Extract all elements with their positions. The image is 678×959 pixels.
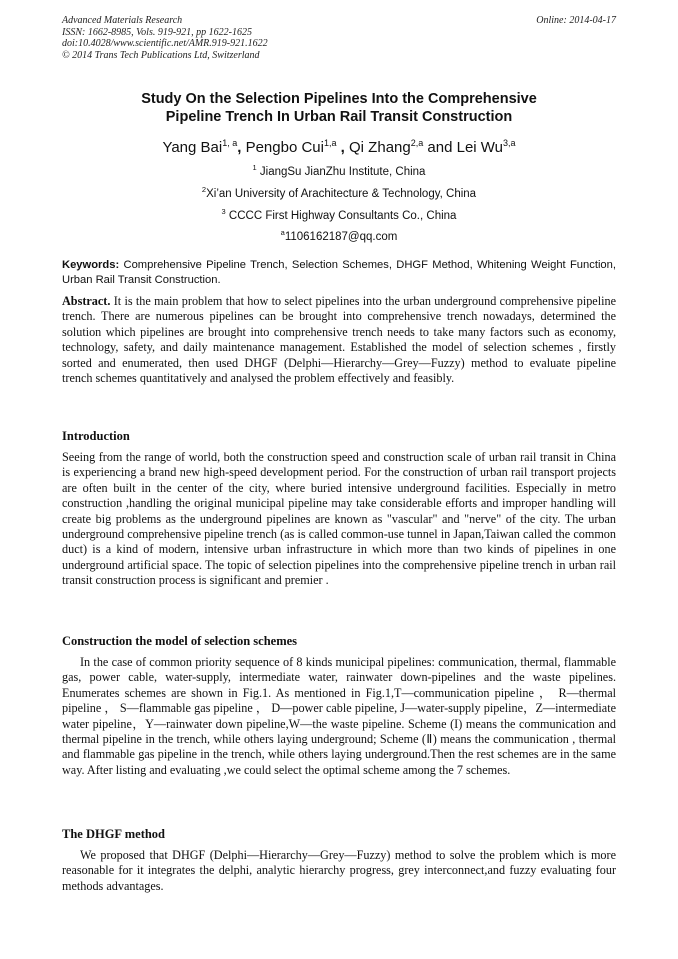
author-name: Qi Zhang [349, 139, 411, 156]
author-name: Yang Bai [162, 139, 223, 156]
author-affiliation-mark: 2,a [410, 138, 424, 148]
author-affiliation-mark: 1, a [222, 138, 238, 148]
section-heading-introduction: Introduction [62, 429, 130, 443]
introduction-paragraph: Seeing from the range of world, both the construction speed and construction scale of urban rail transit in China is experiencing a brand new high-speed development period. For the construction of urban rail transport projects are often built in the center of the city, where buried intensive underground facilities. Especially in metro construction ,handling the original municipal pipeline may take considerable efforts and improper handling will create big problems as the underground pipelines are known as "vascular" and "nerve" of the city. The urban underground comprehensive pipeline trench (as is called common-use tunnel in Japan,Taiwan called the common duct) is a kind of modern, intensive urban infrastructure in which more than two kinds of pipelines in one underground artificial space. The topic of selection pipelines into the comprehensive pipeline trench in urban rail transit construction process is significant and premier . [62, 450, 616, 588]
affiliation-text: JiangSu JianZhu Institute, China [256, 166, 426, 178]
keywords-block [62, 258, 616, 287]
section-heading-dhgf: The DHGF method [62, 827, 166, 841]
affiliation-text: CCCC First Highway Consultants Co., China [225, 210, 457, 222]
author-separator: and [427, 139, 453, 156]
publication-header [62, 15, 616, 61]
affiliation-1 [62, 165, 616, 179]
affiliation-mark: 1 [252, 163, 257, 172]
author-email [62, 230, 616, 244]
keywords-text: Comprehensive Pipeline Trench, Selection Schemes, DHGF Method, Whitening Weight Function, Urban Rail Transit Construction. [62, 259, 616, 286]
author-affiliation-mark: 3,a [503, 138, 516, 148]
title-line-2: Pipeline Trench In Urban Rail Transit Construction [165, 109, 513, 125]
affiliation-mark: 3 [221, 207, 226, 216]
author-affiliation-mark: 1,a [323, 138, 337, 148]
author-name: Lei Wu [456, 139, 504, 156]
keywords-label: Keywords: [62, 259, 120, 271]
affiliation-mark: 2 [201, 185, 207, 194]
email-text: 1106162187@qq.com [284, 231, 398, 243]
dhgf-paragraph: We proposed that DHGF (Delphi—Hierarchy—Grey—Fuzzy) method to solve the problem which is more reasonable for it integrates the delphi, analytic hierarchy progress, grey interconnect,and fuzzy evaluating four methods advantages. [62, 848, 616, 893]
author-list [62, 139, 616, 157]
author-separator: , [237, 139, 242, 156]
copyright-line: © 2014 Trans Tech Publications Ltd, Switzerland [62, 49, 260, 61]
abstract-text: It is the main problem that how to select pipelines into the urban underground comprehensive pipeline trench. There are numerous pipelines can be brought into comprehensive trench nowadays, determined the solution which pipelines are brought into comprehensive trench needs to take many factors such as economy, technology, safety, and daily maintenance management. Established the model of selection schemes , firstly sorted and enumerated, then used DHGF (Delphi—Hierarchy—Grey—Fuzzy) method to evaluate pipeline trench schemes quantitatively and analysed the problem effectively and feasibly. [62, 294, 616, 386]
model-paragraph: In the case of common priority sequence of 8 kinds municipal pipelines: communication, thermal, flammable gas, power cable, water-supply, intermediate water, rainwater down-pipelines and the waste pipelines. Enumerates schemes are shown in Fig.1. As mentioned in Fig.1,T—communication pipeline ， R—thermal pipeline ， S—flammable gas pipeline ， D—power cable pipeline, J—water-supply pipeline，Z—intermediate water pipeline，Y—rainwater down pipeline,W—the waste pipeline. Scheme (I) means the communication and thermal pipeline in the trench, while others laying underground; Scheme (Ⅱ) means the communication , thermal and flammable gas pipeline in the trench, while others laying underground.Then the rest schemes are in the same way. After listing and evaluating ,we could select the optimal scheme among the 7 schemes. [62, 655, 616, 777]
abstract-label: Abstract. [62, 294, 111, 308]
author-name: Pengbo Cui [245, 139, 324, 156]
email-mark: a [280, 228, 285, 237]
author-separator: , [340, 139, 345, 156]
issn-line: ISSN: 1662-8985, Vols. 919-921, pp 1622-1625 [62, 26, 252, 38]
title-line-1: Study On the Selection Pipelines Into the Comprehensive [141, 91, 537, 107]
affiliation-text: Xi’an University of Arachitecture & Technology, China [206, 188, 477, 200]
journal-name: Advanced Materials Research [62, 15, 183, 26]
doi-line: doi:10.4028/www.scientific.net/AMR.919-921.1622 [62, 38, 268, 49]
paper-title [62, 90, 616, 126]
affiliation-3 [62, 209, 616, 223]
online-date: Online: 2014-04-17 [536, 15, 616, 26]
section-heading-model: Construction the model of selection schemes [62, 634, 298, 648]
abstract-block [62, 294, 616, 386]
affiliation-2 [62, 187, 616, 201]
